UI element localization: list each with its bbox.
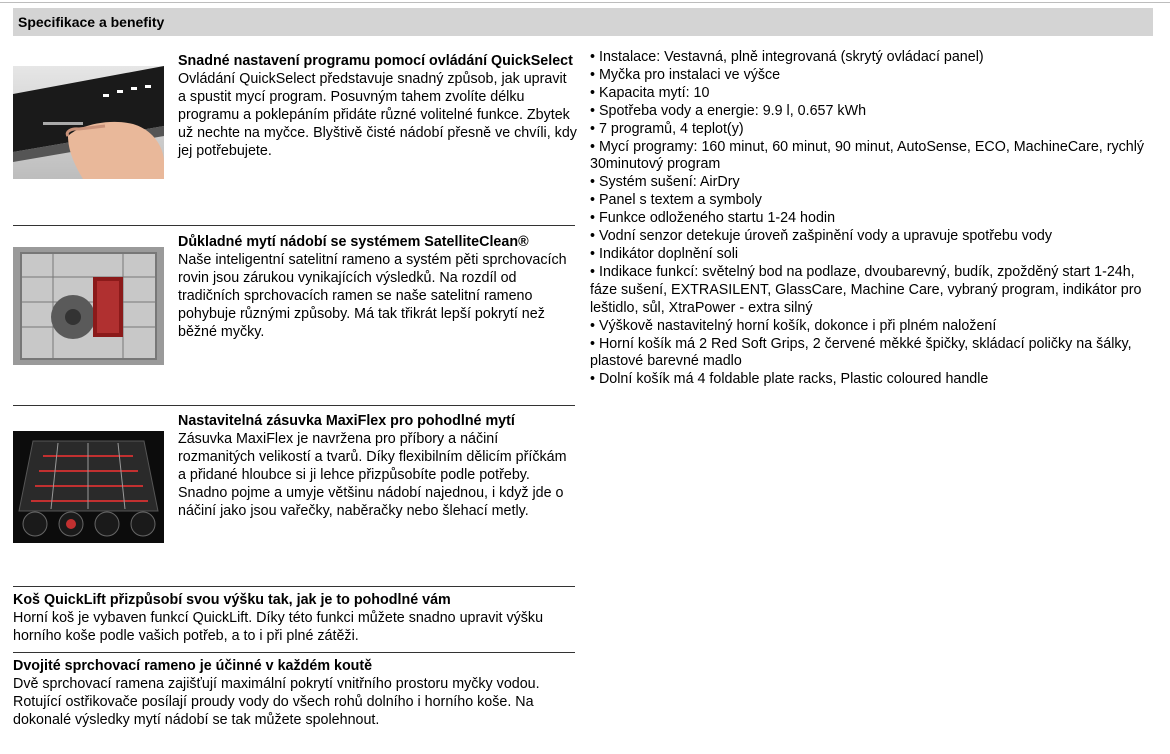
feature-body: Horní koš je vybaven funkcí QuickLift. Díky této funkci můžete snadno upravit výšku horního koše podle vašich potřeb, a to i při plné zátěži. <box>13 610 544 644</box>
section-title: Specifikace a benefity <box>18 14 165 30</box>
spec-item: • Dolní košík má 4 foldable plate racks, Plastic coloured handle <box>590 371 989 388</box>
feature-divider <box>13 405 575 406</box>
feature-dual-spray-arm <box>13 652 575 729</box>
spec-item: • Instalace: Vestavná, plně integrovaná (skrytý ovládací panel) <box>590 49 984 65</box>
feature-body: Zásuvka MaxiFlex je navržena pro příbory a náčiní rozmanitých velikostí a tvarů. Díky flexibilním dělicím příčkám a přidané hloubce si ji lehce přizpůsobíte podle potřeby. Snadno pojme a umyje většinu nádobí najednou, i když jde o náčiní jako jsou vařečky, naběračky nebo šlehací metly. <box>178 431 567 519</box>
spec-item: • Mycí programy: 160 minut, 60 minut, 90 minut, AutoSense, ECO, MachineCare, rychlý 30minutový program <box>590 138 1145 173</box>
spec-item: • Vodní senzor detekuje úroveň zašpinění vody a upravuje spotřebu vody <box>590 228 1053 245</box>
feature-body: Ovládání QuickSelect představuje snadný způsob, jak upravit a spustit mycí program. Posuvným tahem zvolíte délku programu a poklepáním přidáte různé volitelné funkce. Zbytek už nechte na myčce. Blyštivě čisté nádobí přesně ve chvíli, kdy jej potřebujete. <box>178 71 577 159</box>
section-header <box>13 8 1153 36</box>
spec-item: • Horní košík má 2 Red Soft Grips, 2 červené měkké špičky, skládací poličky na šálky, plastové barevné madlo <box>590 335 1132 370</box>
feature-quickselect <box>13 49 575 189</box>
feature-text <box>178 412 578 520</box>
spec-item: • Myčka pro instalaci ve výšce <box>590 66 781 83</box>
feature-title: Důkladné mytí nádobí se systémem SatelliteClean® <box>178 234 529 250</box>
spec-item: • Systém sušení: AirDry <box>590 174 740 191</box>
feature-title: Snadné nastavení programu pomocí ovládání QuickSelect <box>178 53 573 69</box>
dishwasher-interior-image <box>13 247 164 365</box>
spec-item: • Kapacita mytí: 10 <box>590 84 710 101</box>
feature-title: Dvojité sprchovací rameno je účinné v každém koutě <box>13 658 373 674</box>
feature-text <box>178 233 578 341</box>
feature-quicklift <box>13 586 575 645</box>
specs-list <box>590 49 1150 389</box>
spec-item: • Funkce odloženého startu 1-24 hodin <box>590 210 836 227</box>
feature-divider <box>13 586 575 587</box>
control-panel-hand-image <box>13 66 164 179</box>
feature-text <box>178 52 578 160</box>
spec-item: • Panel s textem a symboly <box>590 192 762 209</box>
feature-maxiflex <box>13 405 575 565</box>
feature-title: Koš QuickLift přizpůsobí svou výšku tak, jak je to pohodlné vám <box>13 592 451 608</box>
spec-item: • Indikátor doplnění soli <box>590 245 739 262</box>
top-divider <box>0 2 1170 3</box>
feature-title: Nastavitelná zásuvka MaxiFlex pro pohodlné mytí <box>178 413 515 429</box>
spec-item: • 7 programů, 4 teplot(y) <box>590 120 744 137</box>
spec-item: • Výškově nastavitelný horní košík, dokonce i při plném naložení <box>590 317 997 334</box>
spec-item: • Indikace funkcí: světelný bod na podlaze, dvoubarevný, budík, zpožděný start 1-24h, fáze sušení, EXTRASILENT, GlassCare, Machine Care, vybraný program, indikátor pro leštidlo, sůl, XtraPower - extra silný <box>590 263 1142 316</box>
maxiflex-drawer-image <box>13 431 164 543</box>
spec-item: • Spotřeba vody a energie: 9.9 l, 0.657 kWh <box>590 102 867 119</box>
feature-body: Naše inteligentní satelitní rameno a systém pěti sprchovacích rovin jsou zárukou vynikajících výsledků. Na rozdíl od tradičních sprchovacích ramen se naše satelitní rameno pohybuje různými způsoby. Má tak třikrát lepší pokrytí než běžné myčky. <box>178 252 567 340</box>
feature-body: Dvě sprchovací ramena zajišťují maximální pokrytí vnitřního prostoru myčky vodou. Rotující ostřikovače posílají proudy vody do všech rohů dolního i horního koše. Na dokonalé výsledky mytí nádobí se tak můžete spolehnout. <box>13 676 540 728</box>
feature-divider <box>13 225 575 226</box>
feature-divider <box>13 652 575 653</box>
feature-satelliteclean <box>13 225 575 375</box>
